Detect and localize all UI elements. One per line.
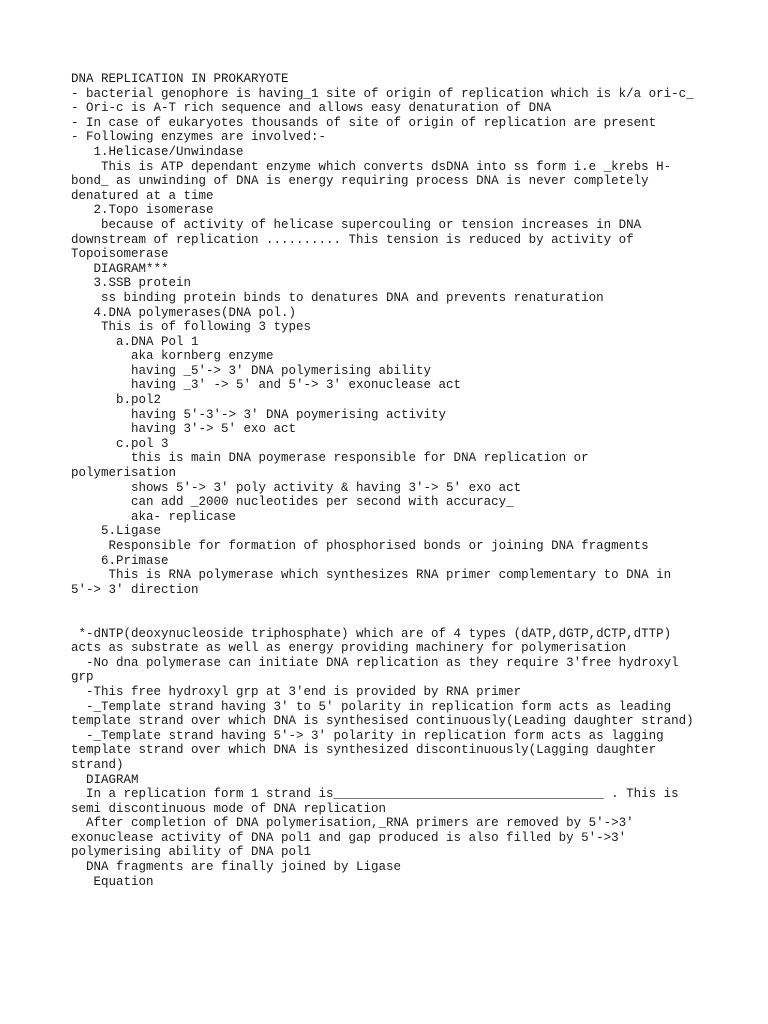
text-line: semi discontinuous mode of DNA replication xyxy=(71,801,387,816)
text-line: denatured at a time xyxy=(71,188,214,203)
text-line: 4.DNA polymerases(DNA pol.) xyxy=(71,305,297,320)
text-line: After completion of DNA polymerisation,_RNA primers are removed by 5'->3' xyxy=(71,816,634,831)
text-line: -This free hydroxyl grp at 3'end is provided by RNA primer xyxy=(71,684,522,699)
text-line: acts as substrate as well as energy providing machinery for polymerisation xyxy=(71,641,627,656)
text-line: strand) xyxy=(71,757,124,772)
text-line: DNA fragments are finally joined by Ligase xyxy=(71,860,402,875)
text-line: having 3'-> 5' exo act xyxy=(71,422,297,437)
text-line: Responsible for formation of phosphorised bonds or joining DNA fragments xyxy=(71,539,649,553)
text-line: polymerising ability of DNA pol1 xyxy=(71,845,312,860)
text-line: 1.Helicase/Unwindase xyxy=(71,144,244,159)
text-line: ss binding protein binds to denatures DNA and prevents renaturation xyxy=(71,290,604,305)
text-line: 5'-> 3' direction xyxy=(71,582,199,597)
text-line: - bacterial genophore is having_1 site of origin of replication which is k/a ori-c_ xyxy=(71,86,694,101)
text-line: aka- replicase xyxy=(71,509,237,524)
text-line: template strand over which DNA is synthesised continuously(Leading daughter strand) xyxy=(71,714,694,729)
text-line: polymerisation xyxy=(71,466,177,481)
text-line: having _3' -> 5' and 5'-> 3' exonuclease act xyxy=(71,378,462,393)
text-line: grp xyxy=(71,670,94,685)
text-line: aka kornberg enzyme xyxy=(71,349,274,364)
text-line: This is ATP dependant enzyme which converts dsDNA into ss form i.e _krebs H- xyxy=(71,159,672,174)
text-line: c.pol 3 xyxy=(71,436,169,451)
text-line: This is of following 3 types xyxy=(71,320,312,335)
text-line xyxy=(71,612,711,627)
text-line: a.DNA Pol 1 xyxy=(71,334,199,349)
text-line: 3.SSB protein xyxy=(71,276,192,291)
document-body xyxy=(71,72,711,889)
text-line: Equation xyxy=(71,874,154,889)
text-line: shows 5'-> 3' poly activity & having 3'-> 5' exo act xyxy=(71,480,522,495)
text-line: 5.Ligase xyxy=(71,524,162,539)
text-line: - Ori-c is A-T rich sequence and allows easy denaturation of DNA xyxy=(71,101,552,116)
text-line: Topoisomerase xyxy=(71,247,169,262)
text-line: -_Template strand having 5'-> 3' polarity in replication form acts as lagging xyxy=(71,728,664,743)
text-line: bond_ as unwinding of DNA is energy requiring process DNA is never completely xyxy=(71,174,649,189)
text-line: having 5'-3'-> 3' DNA poymerising activity xyxy=(71,407,447,422)
text-line: template strand over which DNA is synthesized discontinuously(Lagging daughter xyxy=(71,743,657,758)
text-line: because of activity of helicase supercouling or tension increases in DNA xyxy=(71,217,642,232)
text-line: having _5'-> 3' DNA polymerising ability xyxy=(71,363,432,378)
text-line xyxy=(71,597,711,612)
text-line: 6.Primase xyxy=(71,553,169,568)
text-line: exonuclease activity of DNA pol1 and gap produced is also filled by 5'->3' xyxy=(71,830,627,845)
text-line: DIAGRAM*** xyxy=(71,261,169,276)
text-line: DNA REPLICATION IN PROKARYOTE xyxy=(71,72,289,86)
text-line: DIAGRAM xyxy=(71,772,139,787)
text-line: 2.Topo isomerase xyxy=(71,203,214,218)
text-line: this is main DNA poymerase responsible for DNA replication or xyxy=(71,451,589,466)
text-line: This is RNA polymerase which synthesizes RNA primer complementary to DNA in xyxy=(71,568,672,583)
text-line: b.pol2 xyxy=(71,393,162,408)
text-line: - Following enzymes are involved:- xyxy=(71,130,327,145)
text-line: -No dna polymerase can initiate DNA replication as they require 3'free hydroxyl xyxy=(71,655,679,670)
text-line: can add _2000 nucleotides per second with accuracy_ xyxy=(71,495,514,510)
text-line: downstream of replication .......... This tension is reduced by activity of xyxy=(71,232,634,247)
text-line: In a replication form 1 strand is____________________________________ . This is xyxy=(71,787,679,802)
text-line: -_Template strand having 3' to 5' polarity in replication form acts as leading xyxy=(71,699,672,714)
text-line: - In case of eukaryotes thousands of site of origin of replication are present xyxy=(71,115,657,130)
text-line: *-dNTP(deoxynucleoside triphosphate) which are of 4 types (dATP,dGTP,dCTP,dTTP) xyxy=(71,626,672,641)
